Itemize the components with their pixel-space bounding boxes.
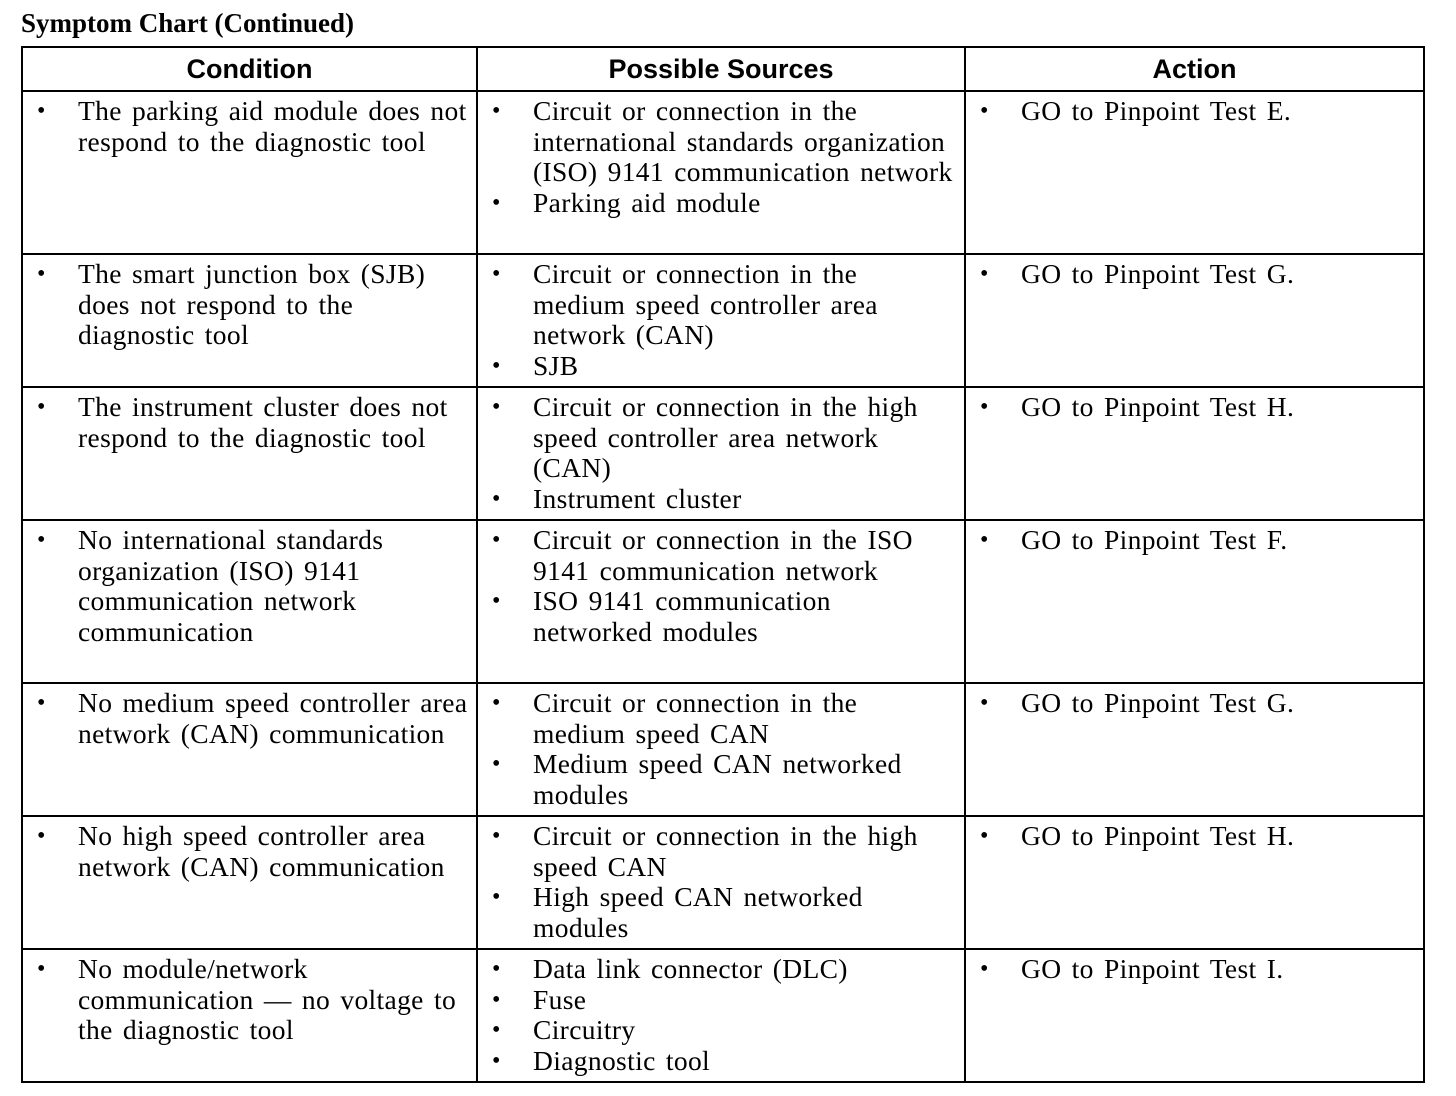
bullet-list — [966, 92, 1423, 127]
possible-sources-cell — [477, 387, 965, 520]
bullet-list — [23, 950, 476, 1046]
possible-sources-cell — [477, 683, 965, 816]
action-cell — [965, 387, 1424, 520]
bullet-list — [478, 684, 964, 810]
bullet-list — [23, 255, 476, 351]
list-item: • The smart junction box (SJB) does not respond to the diagnostic tool — [23, 259, 470, 351]
condition-cell — [22, 254, 477, 387]
condition-cell — [22, 91, 477, 254]
bullet-list — [966, 684, 1423, 719]
table-row — [22, 683, 1424, 816]
action-cell — [965, 520, 1424, 683]
table-row — [22, 949, 1424, 1082]
action-cell — [965, 91, 1424, 254]
column-header-possible-sources: Possible Sources — [477, 47, 965, 91]
list-item: • Diagnostic tool — [478, 1046, 958, 1077]
list-item: • Circuit or connection in the medium speed controller area network (CAN) — [478, 259, 958, 351]
table-row — [22, 816, 1424, 949]
list-item: • Circuit or connection in the high speed CAN — [478, 821, 958, 882]
column-header-condition: Condition — [22, 47, 477, 91]
list-item: • GO to Pinpoint Test H. — [966, 821, 1417, 852]
list-item: • No medium speed controller area network (CAN) communication — [23, 688, 470, 749]
bullet-list — [478, 388, 964, 514]
bullet-list — [478, 521, 964, 647]
list-item: • Data link connector (DLC) — [478, 954, 958, 985]
bullet-list — [966, 521, 1423, 556]
table-row — [22, 520, 1424, 683]
list-item: • GO to Pinpoint Test I. — [966, 954, 1417, 985]
list-item: • GO to Pinpoint Test G. — [966, 688, 1417, 719]
table-header-row — [22, 47, 1424, 91]
possible-sources-cell — [477, 520, 965, 683]
action-cell — [965, 254, 1424, 387]
condition-cell — [22, 683, 477, 816]
column-header-action: Action — [965, 47, 1424, 91]
list-item: • The instrument cluster does not respond to the diagnostic tool — [23, 392, 470, 453]
table-body — [22, 91, 1424, 1082]
list-item: • ISO 9141 communication networked modules — [478, 586, 958, 647]
bullet-list — [966, 255, 1423, 290]
symptom-chart-table — [21, 46, 1425, 1083]
list-item: • GO to Pinpoint Test G. — [966, 259, 1417, 290]
list-item: • Circuitry — [478, 1015, 958, 1046]
bullet-list — [23, 92, 476, 157]
possible-sources-cell — [477, 91, 965, 254]
list-item: • Circuit or connection in the medium speed CAN — [478, 688, 958, 749]
bullet-list — [478, 255, 964, 381]
possible-sources-cell — [477, 254, 965, 387]
list-item: • GO to Pinpoint Test F. — [966, 525, 1417, 556]
list-item: • Circuit or connection in the international standards organization (ISO) 9141 communication network — [478, 96, 958, 188]
page-title: Symptom Chart (Continued) — [21, 8, 355, 38]
list-item: • Circuit or connection in the high speed controller area network (CAN) — [478, 392, 958, 484]
list-item: • No international standards organization (ISO) 9141 communication network communication — [23, 525, 470, 647]
table-row — [22, 254, 1424, 387]
bullet-list — [478, 950, 964, 1076]
bullet-list — [23, 521, 476, 647]
condition-cell — [22, 816, 477, 949]
table-row — [22, 91, 1424, 254]
list-item: • No high speed controller area network (CAN) communication — [23, 821, 470, 882]
list-item: • The parking aid module does not respond to the diagnostic tool — [23, 96, 470, 157]
bullet-list — [23, 817, 476, 882]
bullet-list — [966, 950, 1423, 985]
action-cell — [965, 816, 1424, 949]
condition-cell — [22, 520, 477, 683]
bullet-list — [478, 817, 964, 943]
list-item: • Medium speed CAN networked modules — [478, 749, 958, 810]
condition-cell — [22, 949, 477, 1082]
list-item: • Parking aid module — [478, 188, 958, 219]
list-item: • SJB — [478, 351, 958, 382]
action-cell — [965, 949, 1424, 1082]
list-item: • Fuse — [478, 985, 958, 1016]
bullet-list — [966, 817, 1423, 852]
list-item: • Instrument cluster — [478, 484, 958, 515]
condition-cell — [22, 387, 477, 520]
bullet-list — [966, 388, 1423, 423]
list-item: • No module/network communication — no voltage to the diagnostic tool — [23, 954, 470, 1046]
bullet-list — [23, 388, 476, 453]
list-item: • Circuit or connection in the ISO 9141 communication network — [478, 525, 958, 586]
table-row — [22, 387, 1424, 520]
list-item: • High speed CAN networked modules — [478, 882, 958, 943]
possible-sources-cell — [477, 949, 965, 1082]
bullet-list — [478, 92, 964, 218]
list-item: • GO to Pinpoint Test E. — [966, 96, 1417, 127]
list-item: • GO to Pinpoint Test H. — [966, 392, 1417, 423]
action-cell — [965, 683, 1424, 816]
bullet-list — [23, 684, 476, 749]
possible-sources-cell — [477, 816, 965, 949]
